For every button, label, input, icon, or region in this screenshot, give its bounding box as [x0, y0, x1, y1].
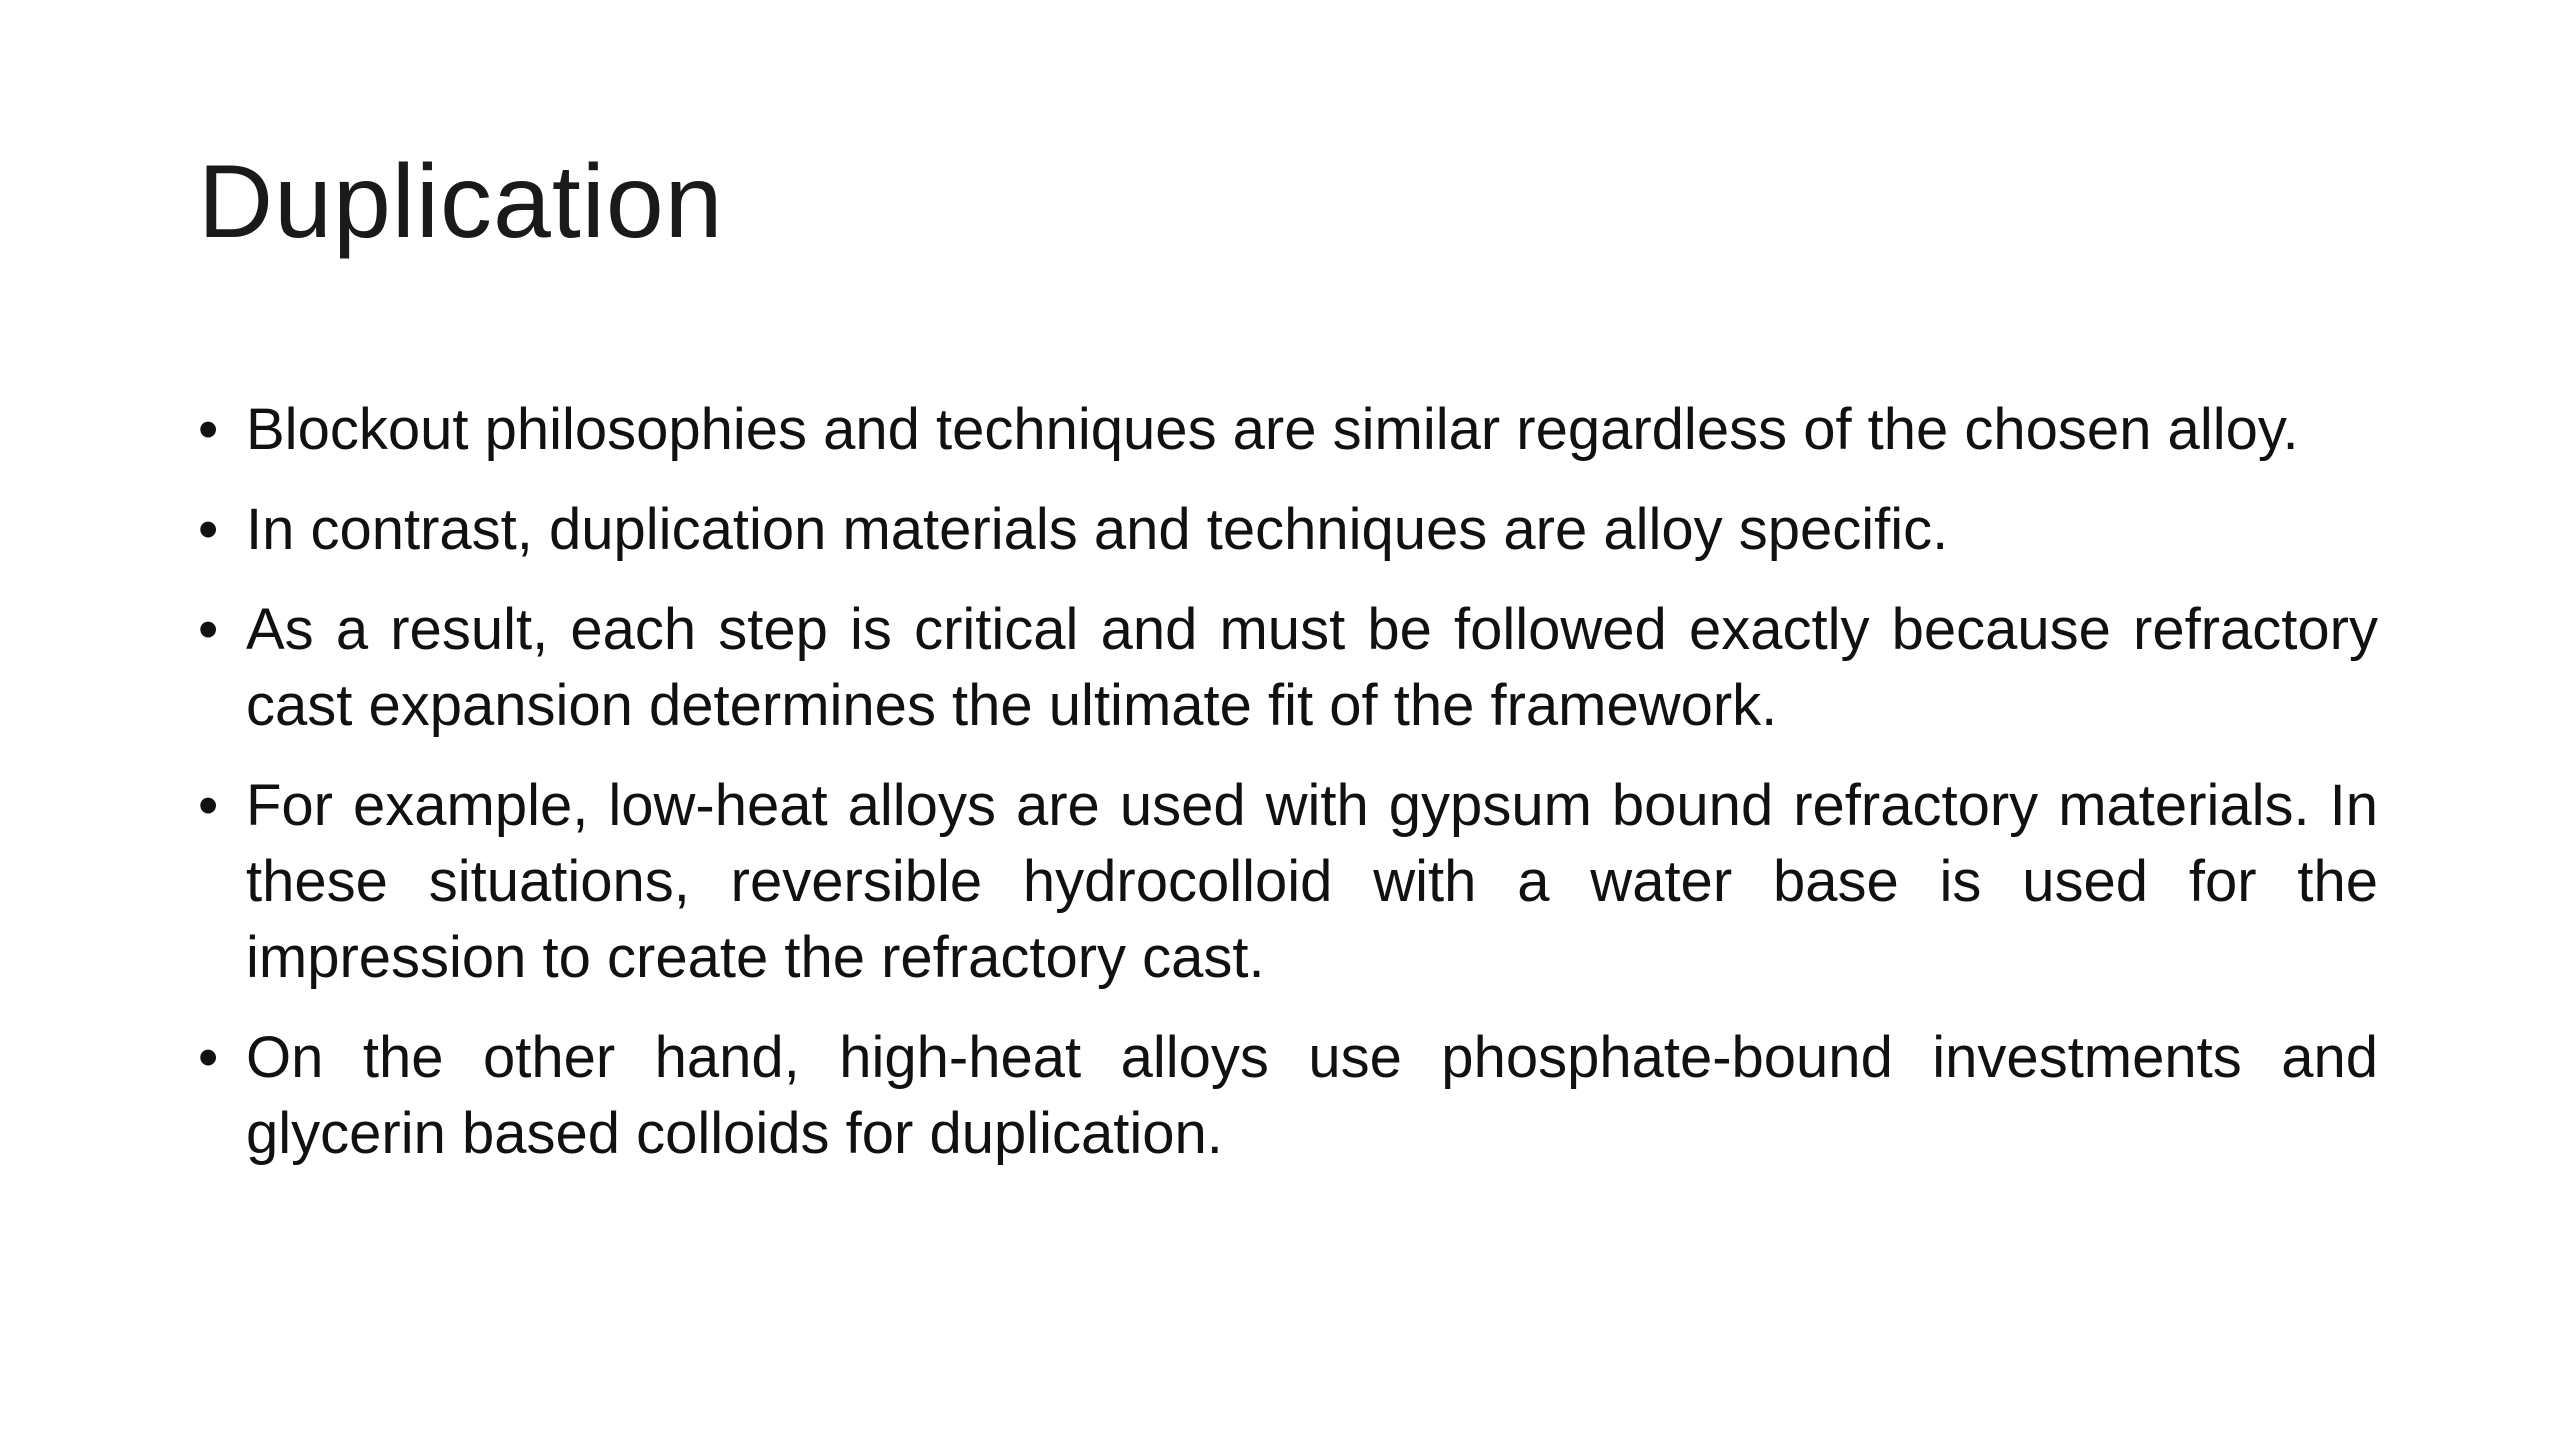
list-item	[198, 392, 2378, 468]
bullet-text: Blockout philosophies and techniques are similar regardless of the chosen alloy.	[246, 397, 2299, 462]
slide-title: Duplication	[198, 144, 724, 260]
bullet-list	[198, 392, 2378, 1196]
bullet-icon: •	[198, 773, 219, 838]
bullet-icon: •	[198, 1025, 219, 1090]
bullet-text: As a result, each step is critical and must be followed exactly because refractory cast expansion determines the ultimate fit of the framework.	[246, 597, 2378, 738]
bullet-text: In contrast, duplication materials and techniques are alloy specific.	[246, 497, 1949, 562]
list-item	[198, 492, 2378, 568]
bullet-text: For example, low-heat alloys are used with gypsum bound refractory materials. In these situations, reversible hydrocolloid with a water base is used for the impression to create the refractory cast.	[246, 773, 2378, 990]
list-item	[198, 592, 2378, 744]
bullet-text: On the other hand, high-heat alloys use phosphate-bound investments and glycerin based colloids for duplication.	[246, 1025, 2378, 1166]
bullet-icon: •	[198, 497, 219, 562]
list-item	[198, 768, 2378, 996]
bullet-icon: •	[198, 597, 219, 662]
bullet-icon: •	[198, 397, 219, 462]
list-item	[198, 1020, 2378, 1172]
